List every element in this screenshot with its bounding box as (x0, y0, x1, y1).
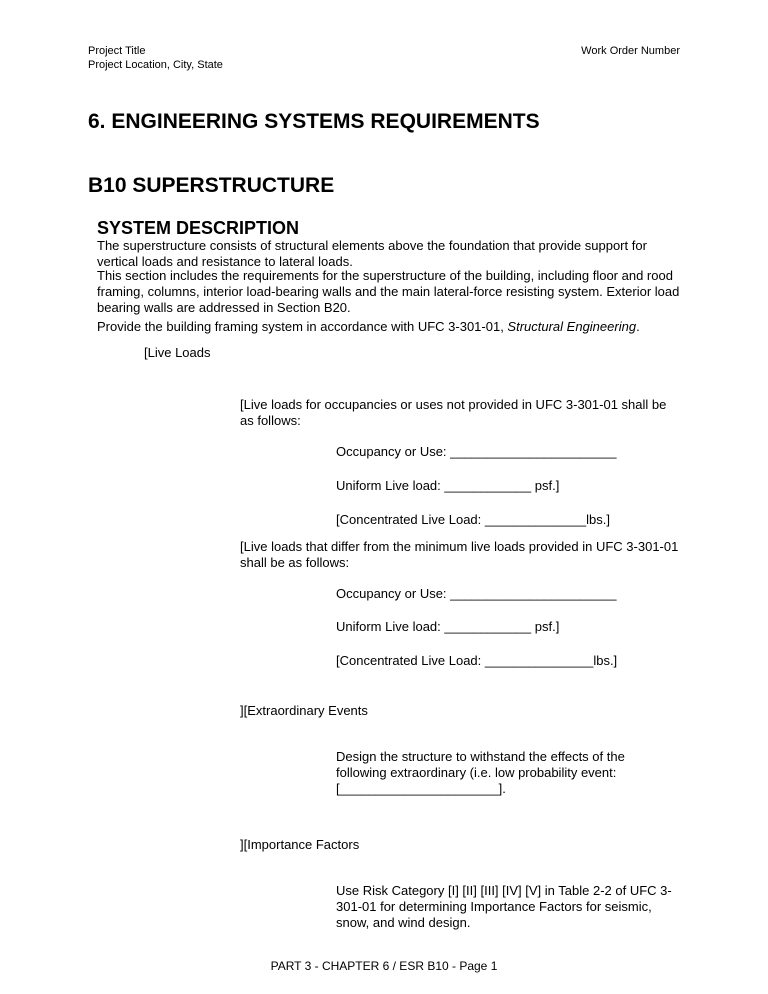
project-title: Project Title (88, 45, 146, 57)
page-header-left (88, 44, 223, 72)
work-order-number: Work Order Number (581, 45, 680, 57)
occupancy-field-1: Occupancy or Use: _______________________ (336, 444, 617, 459)
extraordinary-heading: ][Extraordinary Events (240, 703, 368, 718)
page-footer: PART 3 - CHAPTER 6 / ESR B10 - Page 1 (270, 959, 498, 973)
extraordinary-text: Design the structure to withstand the effects of the following extraordinary (i.e. low probability event: [______________________]. (336, 749, 625, 796)
paragraph: The superstructure consists of structural elements above the foundation that provide support for vertical loads and resistance to lateral loads. (97, 238, 647, 269)
concentrated-load-field-2: [Concentrated Live Load: _______________lbs.] (336, 653, 618, 668)
uniform-load-field-1: Uniform Live load: ____________ psf.] (336, 478, 560, 493)
paragraph: This section includes the requirements for the superstructure of the building, including floor and rood framing, columns, interior load-bearing walls and the main lateral-force resisting system. Exterior load bearing walls are addressed in Section B20. (97, 268, 680, 315)
concentrated-load-field-1: [Concentrated Live Load: ______________lbs.] (336, 512, 610, 527)
page-title: 6. ENGINEERING SYSTEMS REQUIREMENTS (88, 110, 540, 133)
importance-text: Use Risk Category [I] [II] [III] [IV] [V] in Table 2-2 of UFC 3-301-01 for determining Importance Factors for seismic, snow, and wind design. (336, 883, 672, 930)
live-loads-block-1: [Live loads for occupancies or uses not provided in UFC 3-301-01 shall be as follows: (240, 397, 667, 428)
importance-heading: ][Importance Factors (240, 837, 360, 852)
framing-suffix: . (636, 319, 640, 334)
framing-paragraph (97, 319, 717, 335)
live-loads-heading: [Live Loads (144, 345, 211, 360)
occupancy-field-2: Occupancy or Use: _______________________ (336, 586, 617, 601)
framing-reference: Structural Engineering (507, 319, 637, 334)
subsection-title: SYSTEM DESCRIPTION (97, 218, 300, 238)
framing-text: Provide the building framing system in accordance with UFC 3-301-01, (97, 319, 508, 334)
project-location: Project Location, City, State (88, 59, 223, 71)
live-loads-block-2: [Live loads that differ from the minimum live loads provided in UFC 3-301-01 shall be as follows: (240, 539, 679, 570)
uniform-load-field-2: Uniform Live load: ____________ psf.] (336, 619, 560, 634)
section-title: B10 SUPERSTRUCTURE (88, 174, 335, 197)
